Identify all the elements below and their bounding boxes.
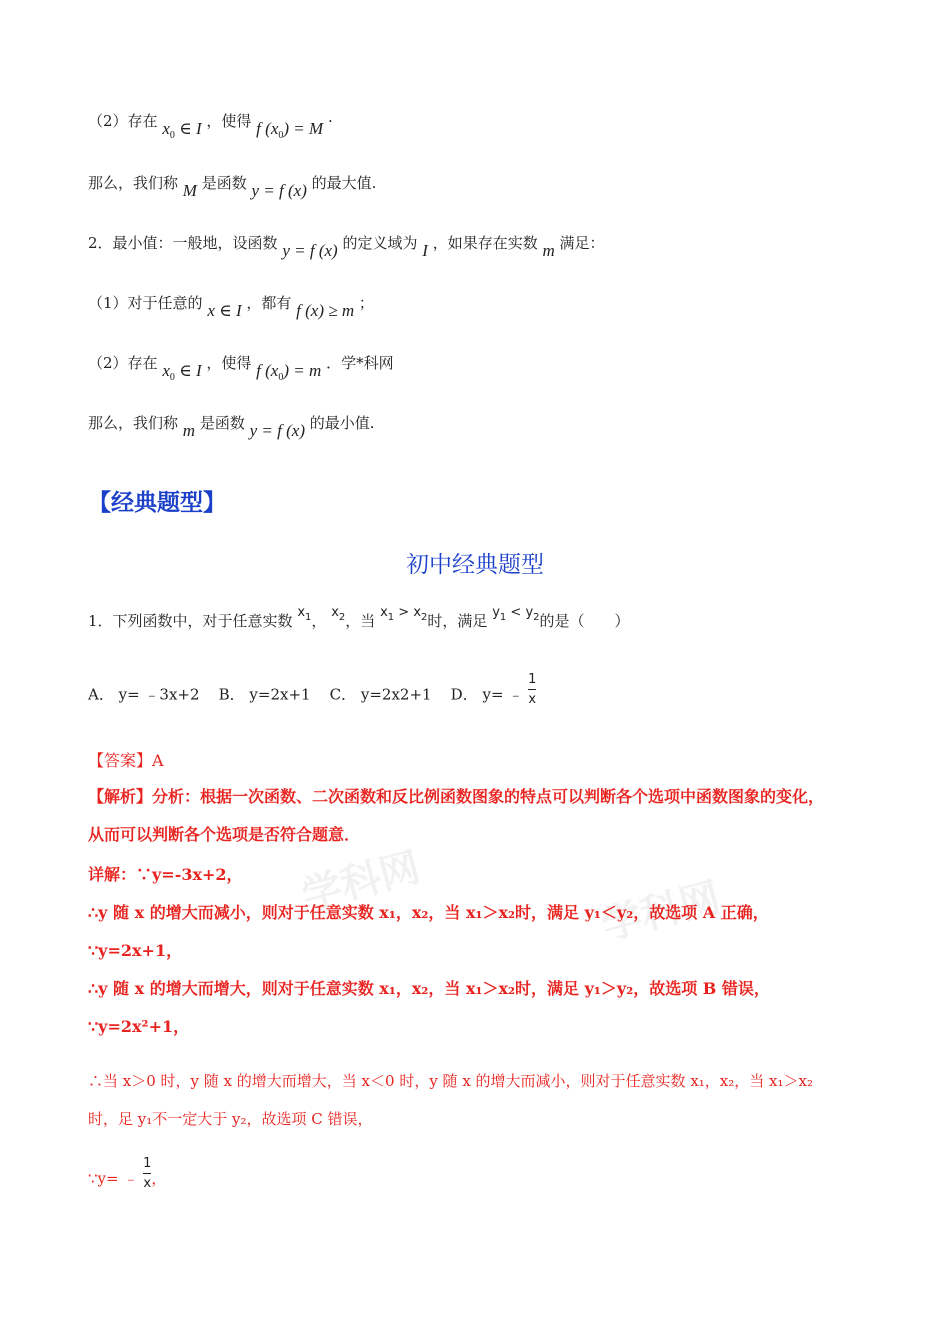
option-b: B． y=2x+1	[218, 685, 311, 704]
analysis-line	[88, 862, 243, 885]
option-d: D． y= ﹣	[450, 685, 524, 704]
text: ∵y=2x²+1，	[88, 1017, 190, 1036]
analysis-line	[88, 1070, 813, 1091]
text: ∴y 随 x 的增大而增大，则对于任意实数 x₁，x₂，当 x₁＞x₂时，满足 y₁＞y₂，故选项 B 错误，	[88, 979, 770, 998]
answer-label: 【答案】	[88, 751, 153, 770]
text: 那么，我们称	[88, 174, 183, 192]
var-x2: $x_2$	[331, 605, 346, 623]
math-f-x0: f $(x_0) = m$	[256, 361, 322, 383]
text: ∵y=2x+1，	[88, 941, 183, 960]
text: ∴y 随 x 的增大而减小，则对于任意实数 x₁，x₂，当 x₁＞x₂时，满足 y₁＜y₂，故选项 A 正确，	[88, 903, 769, 922]
analysis-line	[88, 900, 769, 923]
text: 的定义域为	[342, 234, 423, 252]
text-line	[88, 354, 394, 383]
text: ，使得	[206, 354, 257, 372]
fraction: $\frac{1}{x}$	[528, 672, 537, 707]
analysis-line	[88, 1014, 189, 1037]
analysis-line	[88, 1108, 373, 1129]
text-line	[88, 234, 605, 261]
math-f-x0: f $(x_0) = M$	[256, 119, 324, 141]
math-x0: $x_0$ ∈ I	[162, 361, 202, 383]
text: 是函数	[201, 174, 252, 192]
text: 时，满足	[427, 612, 488, 630]
answer-value: A	[152, 751, 164, 770]
text: 时，足 y₁不一定大于 y₂，故选项 C 错误，	[88, 1110, 373, 1128]
question-text	[88, 605, 630, 631]
analysis-label: 【解析】	[88, 787, 153, 806]
text: （2）存在	[88, 112, 163, 130]
cond-x1-gt-x2: $x_1 > x_2$	[380, 605, 428, 623]
analysis-line	[88, 1156, 167, 1197]
cond-y1-lt-y2: $y_1 < y_2$	[492, 605, 540, 623]
watermark-logo: 学科网	[596, 874, 725, 950]
text: 满足：	[559, 234, 605, 252]
math-expr: y = f (x)	[282, 241, 338, 260]
text: 1．下列函数中，对于任意实数	[88, 612, 293, 630]
option-c: C． y=2x2+1	[329, 685, 432, 704]
math-expr: y = f (x)	[249, 421, 305, 440]
text: ，当	[345, 612, 376, 630]
text: 从而可以判断各个选项是否符合题意．	[88, 825, 361, 844]
text: ，如果存在实数	[432, 234, 543, 252]
text: 的最大值.	[311, 174, 377, 192]
options-line	[88, 672, 537, 713]
option-a: A． y= ﹣3x+2	[88, 685, 200, 704]
text: ，使得	[206, 112, 257, 130]
text: ∵y= ﹣	[88, 1169, 139, 1188]
text: （2）存在	[88, 354, 163, 372]
text: 是函数	[199, 414, 250, 432]
math-expr: x ∈ I	[207, 301, 242, 320]
math-I: I	[422, 241, 428, 260]
watermark-logo: 学科网	[296, 844, 425, 920]
text: 分析：根据一次函数、二次函数和反比例函数图象的特点可以判断各个选项中函数图象的变化，	[152, 787, 825, 806]
text: ·	[327, 112, 333, 130]
text: 那么，我们称	[88, 414, 183, 432]
text: 详解：∵y=-3x+2，	[88, 865, 243, 884]
text-line	[88, 112, 333, 141]
var-x1: $x_1$	[297, 605, 312, 623]
text: ，	[151, 1169, 167, 1188]
text-line	[88, 294, 374, 321]
math-expr: y = f (x)	[251, 181, 307, 200]
subtitle: 初中经典题型	[406, 552, 544, 578]
fraction: $\frac{1}{x}$	[143, 1156, 152, 1191]
text: 的最小值.	[309, 414, 375, 432]
answer-line	[88, 748, 164, 771]
math-expr: f (x) ≥ m	[296, 301, 355, 320]
text: ．学*科网	[326, 354, 394, 372]
text: 2．最小值：一般地，设函数	[88, 234, 283, 252]
text: 的是（ ）	[539, 612, 630, 630]
text: ∴当 x＞0 时，y 随 x 的增大而增大，当 x＜0 时，y 随 x 的增大而减小，则对于任意实数 x₁，x₂，当 x₁＞x₂	[88, 1072, 813, 1090]
analysis-line	[88, 822, 360, 845]
text: ，都有	[246, 294, 297, 312]
analysis-line	[88, 784, 824, 807]
math-m: m	[182, 421, 196, 440]
text-line	[88, 174, 377, 201]
analysis-line	[88, 938, 182, 961]
text: （1）对于任意的	[88, 294, 208, 312]
text-line	[88, 414, 375, 441]
math-M: M	[182, 181, 197, 200]
math-m: m	[542, 241, 555, 260]
text: ；	[358, 294, 374, 312]
section-title: 【经典题型】	[88, 489, 226, 516]
math-x0: $x_0$ ∈ I	[162, 119, 202, 141]
text: ，	[311, 612, 327, 630]
analysis-line	[88, 976, 770, 999]
